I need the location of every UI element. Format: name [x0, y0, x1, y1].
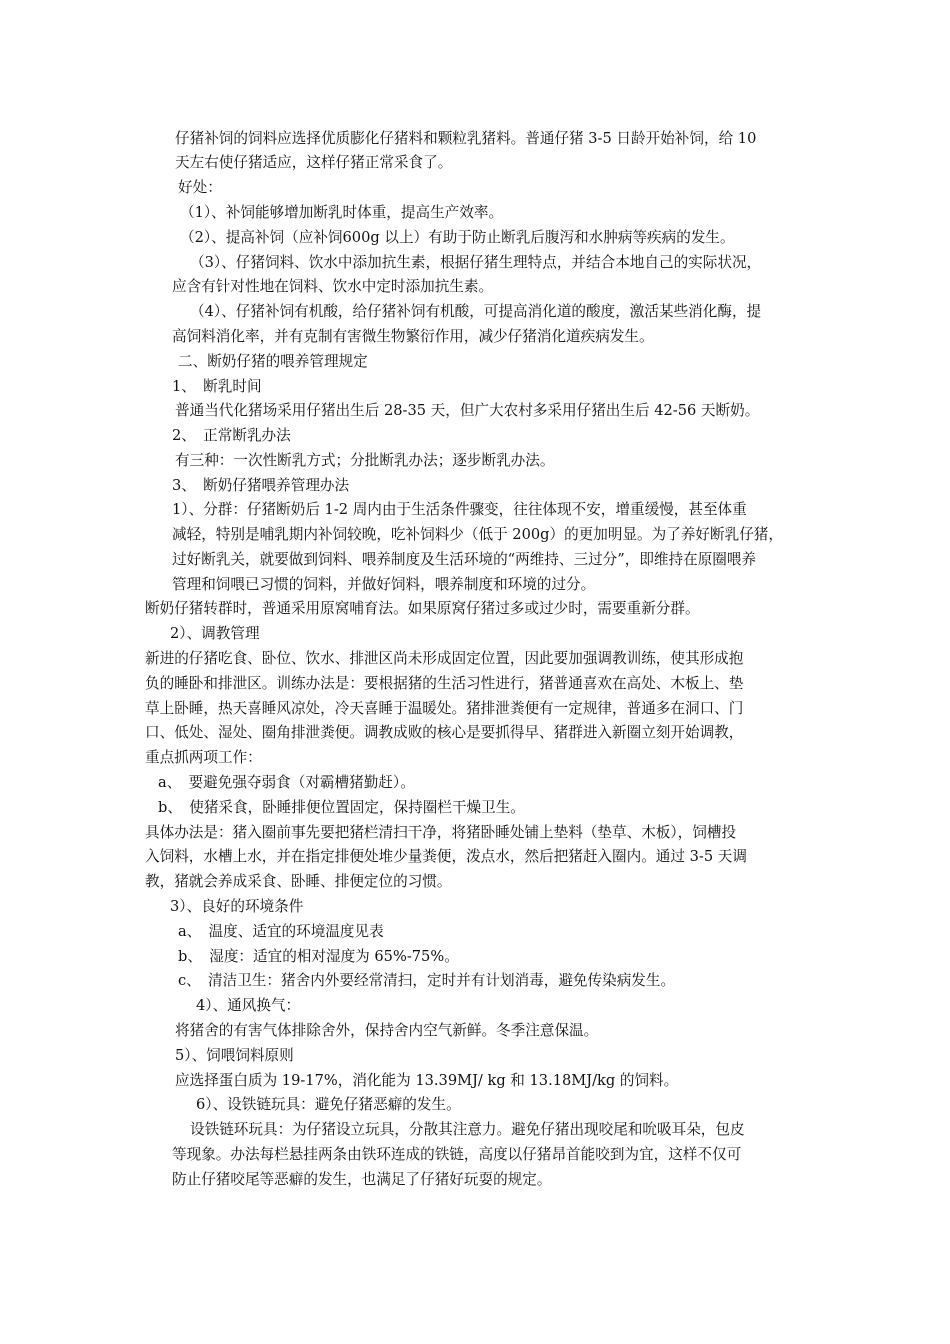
text-line: 负的睡卧和排泄区。训练办法是：要根据猪的生活习性进行，猪普通喜欢在高处、木板上、垫: [145, 675, 744, 692]
text-line: （1）、补饲能够增加断乳时体重，提高生产效率。: [180, 204, 504, 221]
subsection-heading: 1、 断乳时间: [172, 378, 262, 395]
list-item: b、 使猪采食，卧睡排便位置固定，保持圈栏干燥卫生。: [158, 799, 525, 816]
subsection-heading: 2、 正常断乳办法: [172, 427, 291, 444]
text-line: 普通当代化猪场采用仔猪出生后 28-35 天，但广大农村多采用仔猪出生后 42-56 天断奶。: [175, 402, 760, 419]
text-line: 入饲料，水槽上水，并在指定排便处堆少量粪便，泼点水，然后把猪赶入圈内。通过 3-5 天调: [145, 848, 747, 865]
text-line: 口、低处、湿处、圈角排泄粪便。调教成败的核心是要抓得早、猪群进入新圈立刻开始调教，: [145, 724, 744, 741]
list-item: a、 温度、适宜的环境温度见表: [178, 923, 384, 940]
text-line: 应选择蛋白质为 19-17%，消化能为 13.39MJ/ kg 和 13.18MJ/kg 的饲料。: [175, 1072, 679, 1089]
text-line: 等现象。办法每栏悬挂两条由铁环连成的铁链，高度以仔猪昂首能咬到为宜，这样不仅可: [172, 1146, 742, 1163]
subsection-heading: 5）、饲喂饲料原则: [175, 1047, 294, 1064]
text-line: 教，猪就会养成采食、卧睡、排便定位的习惯。: [145, 873, 452, 890]
text-line: 好处：: [178, 179, 222, 196]
text-line: 1）、分群：仔猪断奶后 1-2 周内由于生活条件骤变，往往体现不安，增重缓慢，甚至体重: [172, 501, 747, 518]
text-line: 天左右使仔猪适应，这样仔猪正常采食了。: [175, 154, 453, 171]
text-line: 防止仔猪咬尾等恶癖的发生，也满足了仔猪好玩耍的规定。: [172, 1171, 552, 1188]
text-line: （2）、提高补饲（应补饲600g 以上）有助于防止断乳后腹泻和水肿病等疾病的发生。: [180, 229, 735, 246]
text-line: 高饲料消化率，并有克制有害微生物繁衍作用，减少仔猪消化道疾病发生。: [172, 328, 654, 345]
subsection-heading: 4）、通风换气：: [196, 997, 301, 1014]
text-line: （4）、仔猪补饲有机酸，给仔猪补饲有机酸，可提高消化道的酸度，激活某些消化酶，提: [190, 303, 762, 320]
text-line: 新进的仔猪吃食、卧位、饮水、排泄区尚未形成固定位置，因此要加强调教训练，使其形成抱: [145, 650, 744, 667]
text-line: 将猪舍的有害气体排除舍外，保持舍内空气新鲜。冬季注意保温。: [175, 1022, 599, 1039]
list-item: a、 要避免强夺弱食（对霸槽猪勤赶）。: [158, 774, 415, 791]
text-line: 仔猪补饲的饲料应选择优质膨化仔猪料和颗粒乳猪料。普通仔猪 3-5 日龄开始补饲，给 10: [175, 130, 757, 147]
subsection-heading: 2）、调教管理: [170, 625, 260, 642]
text-line: 管理和饲喂已习惯的饲料，并做好饲料，喂养制度和环境的过分。: [172, 576, 596, 593]
text-line: 重点抓两项工作：: [145, 749, 262, 766]
list-item: b、 湿度：适宜的相对湿度为 65%-75%。: [178, 948, 459, 965]
text-line: 草上卧睡，热天喜睡风凉处，冷天喜睡于温暖处。猪排泄粪便有一定规律，普通多在洞口、门: [145, 700, 744, 717]
text-line: 过好断乳关，就要做到饲料、喂养制度及生活环境的“两维持、三过分”，即维持在原圈喂养: [172, 551, 757, 568]
subsection-heading: 6）、设铁链玩具：避免仔猪恶癖的发生。: [196, 1096, 461, 1113]
text-line: 设铁链环玩具：为仔猪设立玩具，分散其注意力。避免仔猪出现咬尾和吮吸耳朵，包皮: [190, 1121, 745, 1138]
text-line: 断奶仔猪转群时，普通采用原窝哺育法。如果原窝仔猪过多或过少时，需要重新分群。: [145, 600, 700, 617]
text-line: （3）、仔猪饲料、饮水中添加抗生素，根据仔猪生理特点，并结合本地自己的实际状况，: [190, 254, 762, 271]
subsection-heading: 3）、良好的环境条件: [170, 898, 304, 915]
text-line: 具体办法是：猪入圈前事先要把猪栏清扫干净，将猪卧睡处铺上垫料（垫草、木板），饲槽投: [145, 824, 737, 841]
text-line: 应含有针对性地在饲料、饮水中定时添加抗生素。: [172, 278, 494, 295]
section-heading: 二、断奶仔猪的喂养管理规定: [178, 353, 368, 370]
list-item: c、 清洁卫生：猪舍内外要经常清扫，定时并有计划消毒，避免传染病发生。: [178, 972, 676, 989]
subsection-heading: 3、 断奶仔猪喂养管理办法: [172, 477, 350, 494]
text-line: 减轻，特别是哺乳期内补饲较晚，吃补饲料少（低于 200g）的更加明显。为了养好断乳仔猪，: [172, 526, 783, 543]
text-line: 有三种：一次性断乳方式；分批断乳办法；逐步断乳办法。: [175, 452, 555, 469]
